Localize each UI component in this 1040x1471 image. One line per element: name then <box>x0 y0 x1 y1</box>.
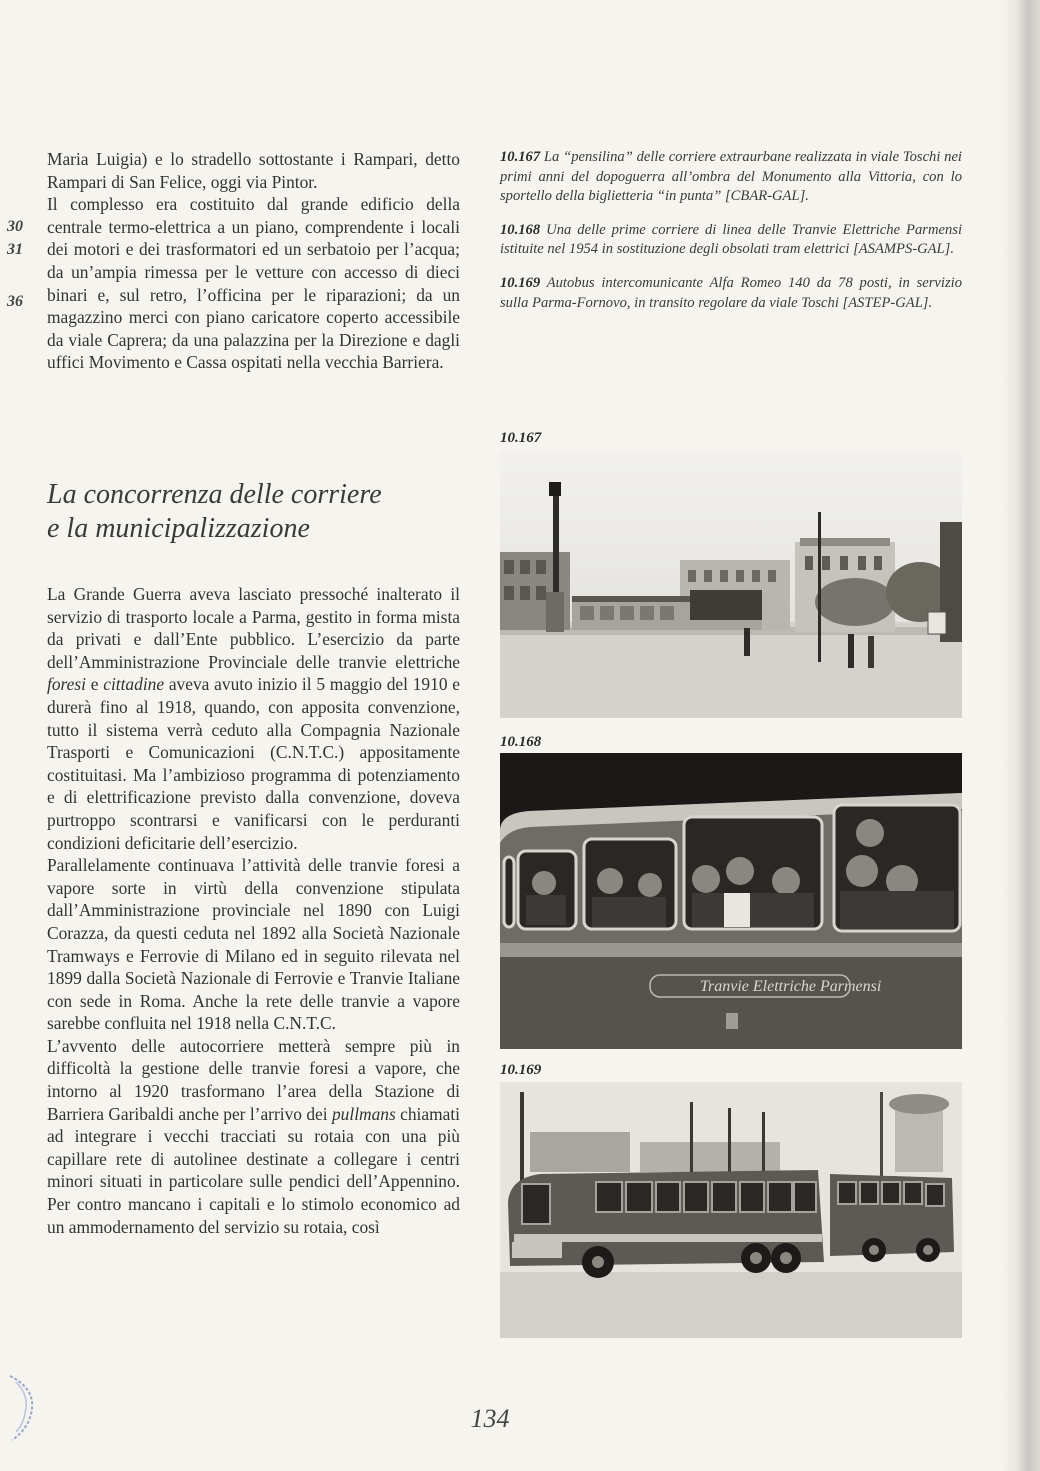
figure-label-10-169: 10.169 <box>500 1062 542 1078</box>
caption-10-167: 10.167 La “pensilina” delle corriere extraurbane realizzata in viale Toschi nei primi anni del dopoguerra all’ombra del Monumento alla Vittoria, con lo sportello della biglietteria “in punta” [CBAR-GAL]. <box>500 149 962 205</box>
margin-ref-36: 36 <box>7 293 23 310</box>
figure-label-10-167: 10.167 <box>500 430 542 446</box>
photo-10-167-bus-shelter <box>500 452 962 718</box>
library-stamp <box>4 1368 44 1448</box>
intro-text-block <box>7 148 460 374</box>
section-title-line-1: La concorrenza delle corriere <box>47 479 382 510</box>
page-number: 134 <box>470 1404 510 1433</box>
intro-paragraph-2: Il complesso era costituito dal grande edificio della centrale termo-elettrica a un piano, comprendente i locali dei motori e dei trasformatori ed un serbatoio per l’acqua; da un’ampia rimessa per le vetture con accesso di dieci binari e, sul retro, l’officina per le riparazioni; da un magazzino merci con piano caricatore coperto accessibile da viale Caprera; da una palazzina per la Direzione e dagli uffici Movimento e Cassa ospitati nella vecchia Barriera. <box>47 194 460 373</box>
margin-ref-31: 31 <box>7 241 23 258</box>
margin-ref-30: 30 <box>7 218 23 235</box>
section-title-line-2: e la municipalizzazione <box>47 513 310 544</box>
caption-10-168: 10.168 Una delle prime corriere di linea delle Tranvie Elettriche Parmensi istituite nel 1954 in sostituzione degli obsolati tram elettrici [ASAMPS-GAL]. <box>500 221 962 258</box>
intro-paragraph-1: Maria Luigia) e lo stradello sottostante i Rampari, detto Rampari di San Felice, oggi via Pintor. <box>47 149 460 192</box>
body-paragraph-3: L’avvento delle autocorriere metterà sempre più in difficoltà la gestione delle tranvie foresi a vapore, che intorno al 1920 trasformano l’area della Stazione di Barriera Garibaldi anche per l’arrivo dei pullmans chiamati ad integrare i vecchi tracciati su rotaia con una più capillare rete di autolinee destinate a collegare i centri minori situati in particolare sulle pendici dell’Appennino. Per contro mancano i capitali e lo stimolo economico ad un ammodernamento del servizio su rotaia, così <box>47 1035 460 1237</box>
figure-label-10-168: 10.168 <box>500 734 542 750</box>
bus-lettering: Tranvie Elettriche Parmensi <box>700 978 882 995</box>
section-title <box>47 478 467 546</box>
captions-column <box>500 148 962 327</box>
page-edge-shadow <box>1000 0 1040 1471</box>
photo-10-168-bus-passengers <box>500 753 962 1049</box>
photo-10-169-articulated-bus <box>500 1082 962 1338</box>
body-paragraph-1: La Grande Guerra aveva lasciato pressoché inalterato il servizio di trasporto locale a Parma, gestito in forma mista da privati e dall’Ente pubblico. L’esercizio da parte dell’Amministrazione Provinciale delle tranvie elettriche foresi e cittadine aveva avuto inizio il 5 maggio del 1910 e durerà fino al 1918, quando, con apposita convenzione, tutto il sistema verrà ceduto alla Compagnia Nazionale Trasporti e Comunicazioni (C.N.T.C.) appositamente costituitasi. Ma l’ambizioso programma di potenziamento e di elettrificazione previsto dalla convenzione, doveva purtroppo scontrarsi e vanificarsi con le perduranti condizioni deficitarie dell’esercizio. <box>47 584 460 853</box>
caption-10-169: 10.169 Autobus intercomunicante Alfa Romeo 140 da 78 posti, in servizio sulla Parma-Fornovo, in transito regolare da viale Toschi [ASTEP-GAL]. <box>500 274 962 311</box>
body-paragraph-2: Parallelamente continuava l’attività delle tranvie foresi a vapore sorte in virtù della convenzione stipulata dall’Amministrazione provinciale nel 1890 con Luigi Corazza, da questi ceduta nel 1892 alla Società Nazionale Tramways e Ferrovie di Milano ed in seguito rilevata nel 1899 dalla Società Nazionale di Ferrovie e Tranvie Italiane con sede in Roma. Anche la rete delle tranvie a vapore sarebbe confluita nel 1918 nella C.N.T.C. <box>47 855 460 1034</box>
body-text-block <box>47 583 460 1238</box>
